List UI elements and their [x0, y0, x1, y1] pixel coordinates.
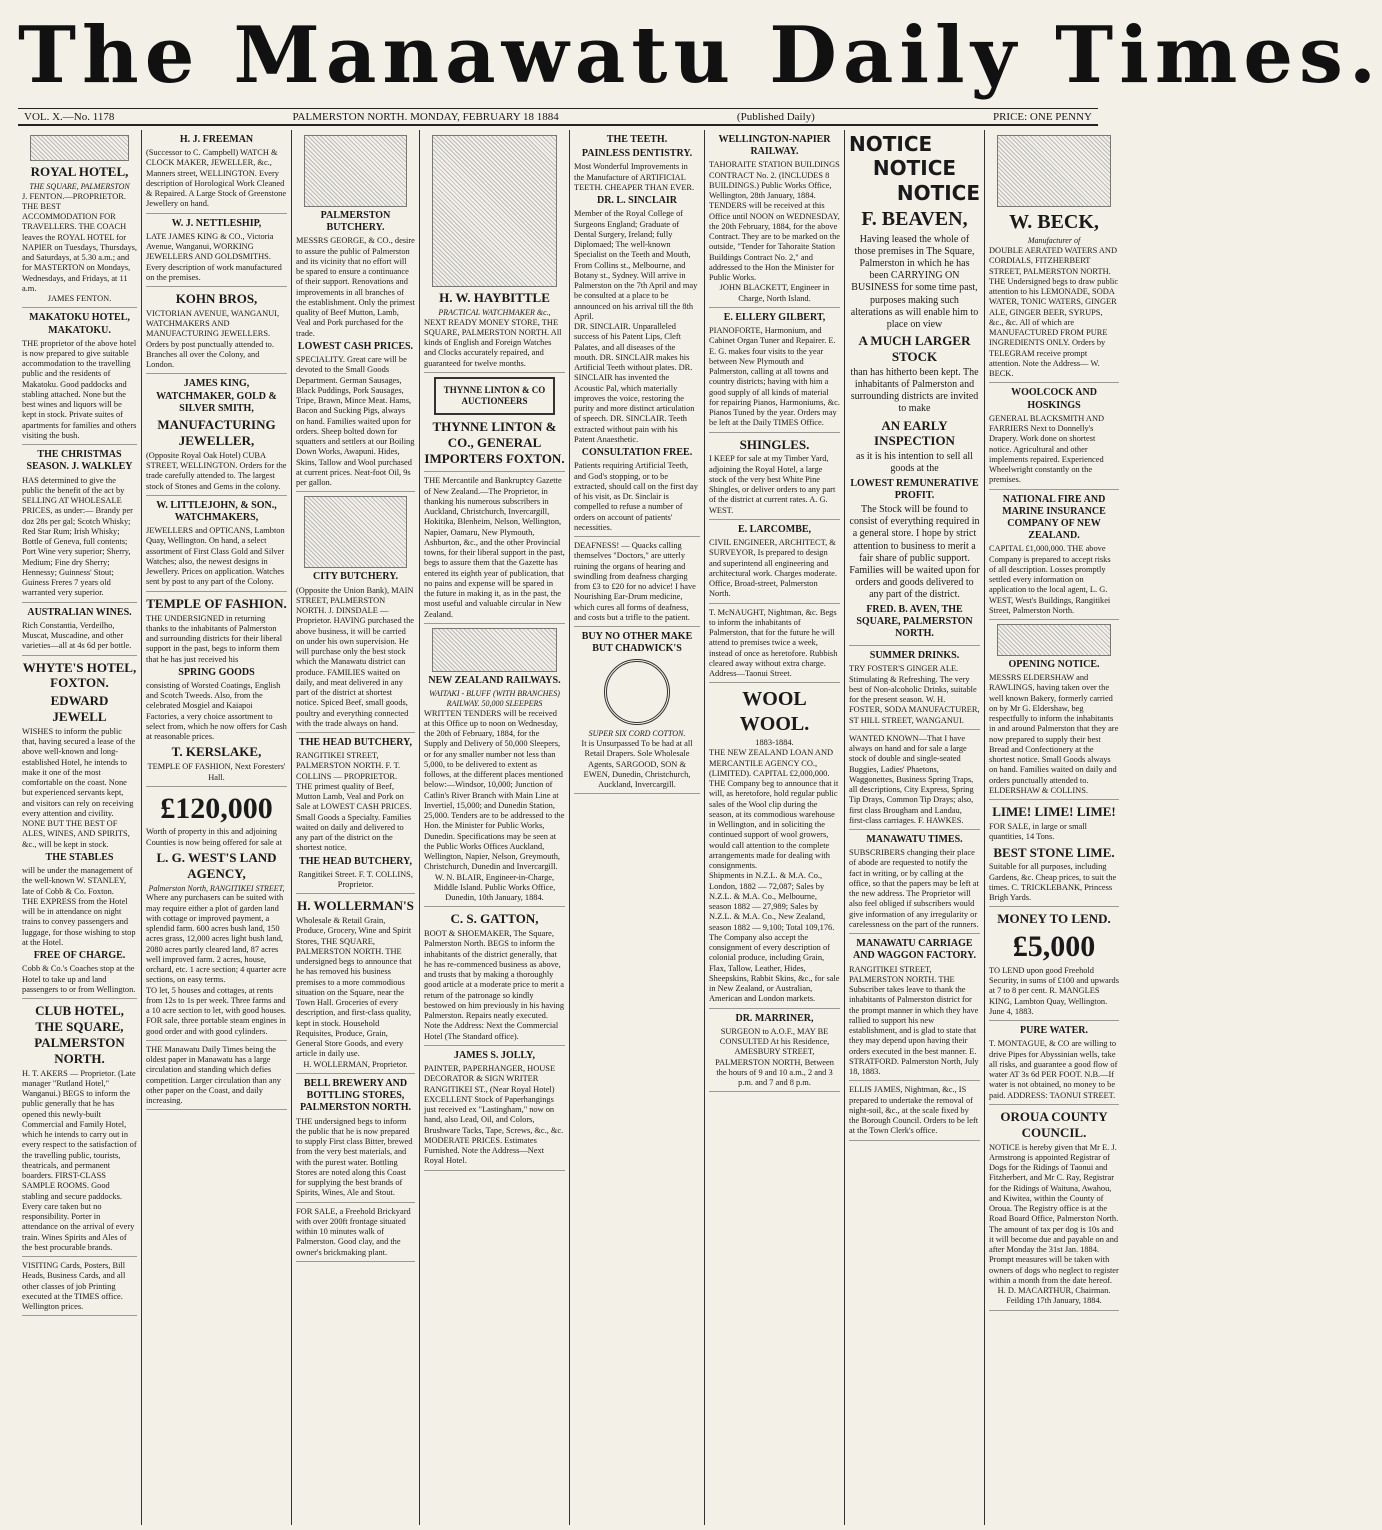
ad-club-hotel: [22, 1003, 137, 1257]
ad-heading: CITY BUTCHERY.: [312, 571, 399, 583]
ad-heading: THE HEAD BUTCHERY,: [299, 855, 412, 867]
ad-tagline: AN EARLY INSPECTION: [874, 417, 955, 449]
ad-heading: DR. L. SINCLAIR: [596, 195, 677, 207]
ad-wollerman: [296, 898, 415, 1074]
ad-heading: ROYAL HOTEL,: [30, 164, 129, 179]
ad-text: Most Wonderful Improvements in the Manufacture of ARTIFICIAL TEETH. CHEAPER THAN EVER.: [574, 162, 695, 192]
clock-illustration: [432, 135, 557, 287]
ad-walkley: [22, 449, 137, 602]
place-date: PALMERSTON NORTH. MONDAY, FEBRUARY 18 1884: [292, 110, 559, 123]
ad-text: will be under the management of the well-known W. STANLEY, late of Cobb & Co. Foxton.: [22, 866, 133, 896]
ad-heading: PALMERSTON BUTCHERY.: [320, 210, 391, 234]
ad-text: Wholesale & Retail Grain, Produce, Grocery, Wine and Spirit Stores, THE SQUARE, PALMERSTON NORTH. THE undersigned begs to announce that he has removed his business premises to a more commodious situation on the Square, near the Town Hall. Groceries of every description, and first-class quality, kept in stock. Household Requisites, Produce, Grain, General Store Goods, and every article in daily use.: [296, 916, 412, 1059]
ad-gatton: [424, 911, 565, 1046]
ad-heading: AUSTRALIAN WINES.: [27, 606, 132, 618]
ad-palmerston-butchery: [296, 135, 415, 492]
ad-heading: L. G. WEST'S LAND AGENCY,: [156, 849, 277, 881]
column-8: [985, 130, 1123, 1525]
ad-text: Having leased the whole of those premises in The Square, Palmerston in which he has been CARRYING ON BUSINESS for some time past, purposes making such alterations as will enable him to place on view: [850, 233, 979, 330]
ad-text: VICTORIAN AVENUE, WANGANUI, WATCHMAKERS AND MANUFACTURING JEWELLERS. Orders by post punctually attended to. Branches all over the Colony, and London.: [146, 308, 280, 370]
ad-proprietor: EDWARD JEWELL: [50, 693, 109, 725]
ad-larcombe: [709, 524, 840, 604]
ad-text: consisting of Worsted Coatings, English and Scotch Tweeds. Also, from the celebrated Mosgiel and Kaiapoi Factories, a very choice assortment to select from, which he now offers for Cash at reasonable prices.: [146, 680, 287, 742]
ad-wellington-napier-railway: [709, 134, 840, 308]
ad-heading: BEST STONE LIME.: [993, 844, 1115, 860]
ad-tagline: MANUFACTURING JEWELLER,: [157, 417, 276, 448]
ad-text: FOR sale, three portable steam engines in good order and with good cylinders.: [146, 1016, 286, 1036]
ad-text: THE proprietor of the above hotel is now prepared to give suitable accommodation to the travelling public and the residents of Makatoku. Good paddocks and stabling attached. None but the best wines and liquors will be kept in stock. Private suites of apartments for families and others visiting the bush.: [22, 338, 137, 440]
ad-text: SPECIALITY. Great care will be devoted to the Small Goods Department. German Sausages, Black Puddings, Pork Sausages, Tripe, Brawn, Mince Meat. Hams, Bacon and Sucking Pigs, always on hand. Families waited upon for orders. Sheep bolted down for squatters and settlers at our Boiling Down Works, Awapuni. Hides, Skins, Tallow and Wool purchased at current prices. Neat-foot Oil, 9s per gallon.: [296, 355, 415, 488]
ad-text: NONE BUT THE BEST OF ALES, WINES, AND SPIRITS, &c., will be kept in stock.: [22, 819, 130, 849]
ad-wanted-known: [849, 734, 980, 830]
ad-heading: H. J. FREEMAN: [179, 134, 254, 145]
ad-text: THE Manawatu Daily Times being the oldest paper in Manawatu has a large circulation and standing which defies competition. Larger circulation than any other paper on the Coast, and daily increasing.: [146, 1044, 281, 1106]
ad-money-to-lend: [989, 911, 1119, 1021]
columns: [18, 130, 1119, 1525]
published-note: (Published Daily): [736, 110, 815, 123]
ad-signature: T. KERSLAKE,: [171, 744, 262, 760]
ad-shingles: [709, 437, 840, 520]
ad-text: THE EXPRESS from the Hotel will be in attendance on night trains to convey passengers and luggage, for those wishing to stop at the Hotel.: [22, 896, 136, 947]
ad-heading: C. S. GATTON,: [450, 911, 539, 927]
ad-heading: WELLINGTON-NAPIER RAILWAY.: [718, 134, 831, 158]
ad-text: CIVIL ENGINEER, ARCHITECT, & SURVEYOR, Is prepared to design and superintend all engineering and architectural work. Charges moderate. Office, Broad-street, Palmerston North.: [709, 538, 837, 599]
ad-heading: THE CHRISTMAS SEASON. J. WALKLEY: [26, 449, 133, 473]
ad-ellis-james: [849, 1085, 980, 1140]
ad-text: It is Unsurpassed To be had at all Retail Drapers. Sole Wholesale Agents, SARGOOD, SON & EWEN, Dunedin, Christchurch, Auckland, Invercargill.: [581, 739, 693, 790]
ad-royal-hotel: [22, 135, 137, 308]
ad-text: ELLIS JAMES, Nightman, &c., IS prepared to undertake the removal of night-soil, &c., at the scale fixed by the Borough Council. Orders to be left at the Town Clerk's office.: [849, 1085, 979, 1136]
ad-heading: CONSULTATION FREE.: [581, 447, 693, 459]
ad-signature: JOHN BLACKETT, Engineer in Charge, North Island.: [719, 283, 830, 303]
auctioneers-stamp: THYNNE LINTON & CO AUCTIONEERS: [434, 377, 555, 415]
ad-heading: WHYTE'S HOTEL, FOXTON.: [22, 659, 137, 691]
column-6: [705, 130, 845, 1525]
ad-heading: THYNNE LINTON & CO., GENERAL IMPORTERS FOXTON.: [424, 418, 565, 466]
ad-text: TO LEND upon good Freehold Security, in sums of £100 and upwards at 7 to 8 per cent. R. MANGLES KING, Lambton Quay, Wellington. June 4, 1883.: [989, 965, 1119, 1016]
ad-heading: KOHN BROS,: [175, 291, 258, 307]
ad-heading: BUY NO OTHER MAKE BUT CHADWICK'S: [581, 631, 693, 655]
ad-text: SUBSCRIBERS changing their place of abode are requested to notify the fact in writing, or by calling at the office, so that the papers may be left at the new address. The Proprietor will also feel obliged if subscribers would give information of any irregularity or carelessness on the part of the runners.: [849, 848, 979, 929]
ad-ellery-gilbert: [709, 312, 840, 433]
ad-nz-railways: [424, 628, 565, 907]
ad-heading: THE TEETH.: [606, 134, 668, 145]
ad-text: FOR SALE, a Freehold Brickyard with over 200ft frontage situated within 10 minutes walk of Palmerston. Good clay, and the owner's brickmaking plant.: [296, 1206, 411, 1257]
ad-bell-brewery: [296, 1078, 415, 1203]
column-3: [292, 130, 420, 1525]
ad-chadwicks: [574, 631, 700, 794]
ad-amount: £5,000: [1012, 930, 1096, 964]
ad-daily-times: [146, 1045, 287, 1111]
ad-heading: NATIONAL FIRE AND MARINE INSURANCE COMPANY OF NEW ZEALAND.: [1002, 493, 1106, 542]
ad-manawatu-times: [849, 834, 980, 934]
ad-temple-of-fashion: [146, 596, 287, 787]
ad-text: TAHORAITE STATION BUILDINGS CONTRACT No. 2. (INCLUDES 8 BUILDINGS.) Public Works Office, Wellington, 28th January, 1884. TENDERS will be received at this Office until NOON on WEDNESDAY, the 20th February, 1884, for the above Contract. They are to be marked on the outside, "Tender for Tahoraite Station Buildings Contract No. 2," and addressed to the Hon the Minister for Public Works.: [709, 160, 841, 283]
ad-text: THE Mercantile and Bankruptcy Gazette of New Zealand.—The Proprietor, in thanking his numerous subscribers in Auckland, Christchurch, Invercargill, Hokitika, Blenheim, Nelson, Wellington, Napier, Oamaru, New Plymouth, Ashburton, &c., and the other Provincial towns, for their liberal support in the past, begs to assure them that the Gazette has entered its eighth year of publication, that no pains and expense will be spared in the future in making it, as in the past, the most useful and valuable circular in New Zealand.: [424, 476, 565, 619]
ad-tagline: LOWEST REMUNERATIVE PROFIT.: [850, 477, 979, 501]
ad-heading: WOOLCOCK AND HOSKINGS: [1011, 387, 1097, 411]
ad-freeman: [146, 134, 287, 214]
column-7: [845, 130, 985, 1525]
ad-heading: LIME! LIME! LIME!: [992, 804, 1116, 820]
column-4: [420, 130, 570, 1525]
ad-thynne-linton: [424, 377, 565, 473]
ad-text: The Stock will be found to consist of everything required in a general store. I hope by strict attention to business to merit a fair share of public support. Families will be waited upon for orders and goods delivered to any part of the district.: [849, 504, 980, 601]
ad-heading: W. LITTLEJOHN, & SON., WATCHMAKERS,: [156, 499, 277, 523]
ad-heading: OROUA COUNTY COUNCIL.: [1000, 1108, 1108, 1140]
ad-beck: [989, 135, 1119, 383]
ad-head-butchery: [296, 737, 415, 894]
price: PRICE: ONE PENNY: [992, 110, 1092, 123]
ad-text: GENERAL BLACKSMITH AND FARRIERS Next to Donnelly's Drapery. Work done on shortest notice. Agricultural and other implements repaired. Experienced Wheelwright constantly on the premises.: [989, 413, 1105, 485]
railway-crest-icon: [432, 628, 557, 672]
ad-text: T. MONTAGUE, & CO are willing to drive Pipes for Abyssinian wells, take all risks, and guarantee a good flow of water AT 3s 6d PER FOOT. N.B.—If water is not obtained, no money to be paid. ADDRESS: TAONUI STREET.: [989, 1039, 1118, 1100]
ad-text: DEAFNESS! — Quacks calling themselves "Doctors," are utterly ruining the organs of hearing and swindling from deafness charging from £3 to £20 for no advice! I have Nourishing Ear-Drum medicine, which cures all forms of deafness, and costs but a trifle to the patient.: [574, 541, 696, 622]
ad-text: VISITING Cards, Posters, Bill Heads, Business Cards, and all other classes of job Printing executed at the TIMES office. Wellington prices.: [22, 1261, 126, 1312]
ad-tagline: A MUCH LARGER STOCK: [858, 333, 971, 364]
ad-text: THE undersigned begs to inform the public that he is now prepared to supply First class Bitter, brewed from the very best materials, and with the purest water. Bottling Stores are noted along this Coast for supplying the best brands of Spirits, Wines, Ale and Stout.: [296, 1116, 413, 1198]
ad-text: TO let, 5 houses and cottages, at rents from 12s to 1s per week. Three farms and a 10 acre section to let, with good houses.: [146, 985, 287, 1016]
ad-heading: E. ELLERY GILBERT,: [723, 311, 826, 323]
masthead: [18, 8, 1382, 104]
ad-text: WISHES to inform the public that, having secured a lease of the above well-known and long-established Hotel, he intends to make it one of the most comfortable on the coast. None but experienced servants kept, and visitors can rely on receiving every attention and civility.: [22, 726, 136, 818]
ad-text: Suitable for all purposes, including Gardens, &c. Cheap prices, to suit the times. C. TRICKLEBANK, Princess Brigh Yards.: [989, 862, 1117, 903]
ad-text: DOUBLE AERATED WATERS AND CORDIALS, FITZHERBERT STREET, PALMERSTON NORTH. THE Undersigned begs to draw public attention to his LEMONADE, SODA WATER, TONIC WATERS, GINGER ALE, GINGER BEER, SYRUPS, &c., &c. All of which are MANUFACTURED FROM PURE INGREDIENTS ONLY. Orders by TELEGRAM receive prompt attention. Note the Address— W. BECK.: [989, 246, 1119, 379]
ad-heading: W. BECK,: [1009, 211, 1099, 233]
ad-heading: DR. MARRINER,: [735, 1012, 814, 1024]
ad-text: Member of the Royal College of Surgeons England; Graduate of Dental Surgery, Ireland; fully Diplomaed; The well-known Specialist on the Teeth and Mouth, From Collins st., Melbourne, and Botany st., Sydney. Will arrive in Palmerston on the 7th April and may be consulted at a place to be announced on his arrival till the 8th April.: [574, 209, 698, 321]
ad-woolcock-hoskings: [989, 387, 1119, 489]
coat-of-arms-icon: [997, 624, 1111, 656]
ad-brickyard: [296, 1207, 415, 1262]
machinery-illustration: [997, 135, 1111, 207]
ad-subheading: PAINLESS DENTISTRY.: [581, 148, 693, 160]
ad-free-charge: FREE OF CHARGE.: [33, 950, 126, 962]
ad-text: Patients requiring Artificial Teeth, and God's stopping, or to be extracted, should call on the first day of his visit, as Dr. Sinclair is compelled to refuse a number of orders on account of patients' necessities.: [574, 461, 698, 532]
bull-illustration: [304, 135, 407, 207]
ad-signature: FRED. B. AVEN, THE SQUARE, PALMERSTON NORTH.: [856, 603, 973, 639]
ad-heading: H. WOLLERMAN'S: [297, 898, 414, 914]
ox-illustration: [304, 496, 407, 568]
ad-heading: NEW ZEALAND RAILWAYS.: [428, 674, 561, 686]
column-2: [142, 130, 292, 1525]
ad-makatoku-hotel: [22, 312, 137, 445]
masthead-title: The Manawatu Daily Times.: [18, 10, 1382, 101]
ad-text: MESSRS GEORGE, & CO., desire to assure the public of Palmerston and its vicinity that no effort will be spared to ensure a continuance of their support. Renovations and improvements in all branches of the establishment. Only the primest quality of Beef Mutton, Lamb, Veal and Pork purchased for the trade.: [296, 236, 415, 338]
ad-text: Cobb & Co.'s Coaches stop at the Hotel to take up and land passengers to or from Wellington.: [22, 964, 136, 994]
ad-heading: OPENING NOTICE.: [1008, 659, 1100, 671]
ad-text: FOR SALE, in large or small quantities, 14 Tons.: [989, 822, 1088, 842]
ad-text: J. FENTON.—PROPRIETOR. THE BEST ACCOMMODATION FOR TRAVELLERS. THE COACH leaves the ROYAL HOTEL for NAPIER on Tuesdays, Thursdays, and Saturdays, at 5.30 a.m.; and for MASTERTON on Mondays, Wednesdays, and Fridays, at 11 a.m.: [22, 191, 138, 293]
ad-whytes-hotel: [22, 660, 137, 1000]
ad-text: than has hitherto been kept. The inhabitants of Palmerston and surrounding districts are invited to make: [850, 366, 979, 415]
ad-heading: JAMES S. JOLLY,: [454, 1049, 535, 1061]
ad-text: SURGEON to A.O.F., MAY BE CONSULTED At his Residence, AMESBURY STREET, PALMERSTON NORTH, Between the hours of 9 and 10 a.m., 2 and 3 p.m. and 7 and 8 p.m.: [715, 1026, 834, 1088]
ad-text: (Opposite the Union Bank), MAIN STREET, PALMERSTON NORTH. J. DINSDALE — Proprietor. HAVING purchased the above business, it will be carried on under his own supervision. He will purchase only the best stock which the Manawatu district can produce. FAMILIES waited on daily, and meat delivered in any part of the district at shortest notice. Spiced Beef, small goods, poultry and everything connected with the trade always on hand.: [296, 585, 414, 728]
ad-text: THE NEW ZEALAND LOAN AND MERCANTILE AGENCY CO., (LIMITED). CAPITAL £2,000,000. THE Company beg to announce that it will, as heretofore, hold regular public sales of the Wool clip during the season, at its commodious warehouse in Wellington, and in soliciting the continued support of wool growers, would call attention to the complete arrangements made for dealing with consignments.: [709, 748, 839, 871]
ad-kohn-bros: [146, 291, 287, 374]
ad-jolly: [424, 1050, 565, 1171]
ad-text: PIANOFORTE, Harmonium, and Cabinet Organ Tuner and Repairer. E. E. G. makes four visits to the year between New Plymouth and Palmerston, calling at all towns and country districts; having with him a good supply of all kinds of material for repairing Pianos, Harmoniums, &c. Pianos Tuned by the year. Orders may be left at the Daily TIMES Office.: [709, 326, 840, 428]
ad-heading: SUMMER DRINKS.: [869, 650, 960, 662]
ad-mercantile-gazette: [424, 476, 565, 624]
ad-text: H. T. AKERS — Proprietor. (Late manager "Rutland Hotel," Wanganui.) BEGS to inform the public generally that he has opened this newly-built Commercial and Family Hotel, which he intends to carry out in every respect to the satisfaction of the travelling public, tourists, theatricals, and permanent boarders. FIRST-CLASS SAMPLE ROOMS. Good stabling and secure paddocks. Every care taken but no responsibility. Porter in attendance on the arrival of every train. Wines Spirits and Ales of the best procurable brands.: [22, 1068, 137, 1252]
ad-text: I KEEP for sale at my Timber Yard, adjoining the Royal Hotel, a large stock of the very best White Pine Shingles, or deliver orders to any part of the district at current rates. A. G. WEST.: [709, 454, 836, 515]
column-1: [18, 130, 142, 1525]
notice-heading: NOTICE: [896, 180, 980, 205]
ad-carriage-factory: [849, 938, 980, 1081]
notice-heading: NOTICE: [872, 156, 957, 181]
ad-heading: THE HEAD BUTCHERY,: [299, 737, 412, 748]
ad-deafness: [574, 541, 700, 627]
ad-heading: PURE WATER.: [1020, 1025, 1088, 1037]
ad-dentistry: [574, 134, 700, 537]
ad-land-agency: [146, 791, 287, 1041]
ad-text: Rangitikei Street. F. T. COLLINS, Proprietor.: [298, 869, 413, 890]
ad-text: WANTED KNOWN—That I have always on hand and for sale a large stock of double and single-seated Buggies, Ladies' Phaetons, Waggonettes, Business Spring Traps, all descriptions, City Express, Spring Tip Drays, Common Tip Drays; also, first class Brougham and Landau, first-class carriages. F. HAWKES.: [849, 733, 974, 825]
ad-opening-notice: [989, 624, 1119, 800]
ad-amount: £120,000: [160, 791, 273, 825]
ad-wool: [709, 687, 840, 1008]
ad-heading: THE STABLES: [45, 851, 114, 863]
ad-subheading: SUPER SIX CORD COTTON.: [588, 729, 686, 739]
ad-text: Rich Constantia, Verdeilho, Muscat, Muscadine, and other varieties—all at 4s 6d per bottle.: [22, 620, 132, 651]
ad-text: DR. SINCLAIR. Unparalleled success of his Patent Lips, Cleft Palates, and all diseases of the mouth. DR. SINCLAIR makes his Artificial Teeth without plates. DR. SINCLAIR has invented the Acoustic Pal, which materially improves the voice, restoring the purity and more distinct articulation of speech. DR. SINCLAIR. Teeth extracted without pain with his Patent Anaesthetic.: [574, 322, 695, 444]
ad-heading: F. BEAVEN,: [861, 208, 968, 231]
cotton-reel-seal: [604, 659, 670, 725]
ad-text: HAS determined to give the public the benefit of the act by SELLING AT WHOLESALE PRICES, as under:— Brandy per doz 28s per gal; Scotch Whisky; Red Star Rum; Irish Whisky; Bottle of Geneva, full contents; Port Wine very superior; Sherry, Medium; Fine dry Sherry; Hennessy; Guinness' Stout; Guiness Freres 7 years old warranted very superior.: [22, 475, 133, 598]
ad-pure-water: [989, 1025, 1119, 1105]
ad-subheading: PRACTICAL WATCHMAKER &c.,: [438, 307, 551, 317]
notice-heading: NOTICE: [849, 132, 933, 156]
ad-job-printing: [22, 1261, 137, 1316]
ad-text: Where any purchasers can be suited with may require either a plot of garden land with cottage or improved payment, a splendid farm. 600 acres bush land, 150 acres grass, 12,000 acres light bush land, 2080 acres partly cleared land, 87 acres well improved farm. 2 acres, house, orchard, etc. 1 acre section; 4 quarter acre sections, on easy terms.: [146, 893, 287, 985]
ad-james-king: [146, 378, 287, 495]
ad-signature: H. WOLLERMAN, Proprietor.: [303, 1059, 408, 1069]
ad-tagline: SPRING GOODS: [178, 666, 255, 678]
ad-text: THE UNDERSIGNED in returning thanks to the inhabitants of Palmerston and surrounding districts for their liberal support in the past, begs to inform them that he has just received his: [146, 613, 283, 664]
ad-text: TEMPLE OF FASHION, Next Foresters' Hall.: [147, 762, 286, 782]
ad-text: The Company also accept the consignment of every description of colonial produce, including Grain, Flax, Tallow, Leather, Hides, Sheepskins, Rabbit Skins, &c., for sale in New Zealand, or Australian, American and London markets.: [709, 932, 840, 1004]
ad-subheading: 1883-1884.: [755, 738, 794, 748]
ad-heading: MONEY TO LEND.: [997, 911, 1111, 927]
ad-heading: MAKATOKU HOTEL, MAKATOKU.: [29, 312, 130, 336]
ad-text: LATE JAMES KING & CO., Victoria Avenue, Wanganui, WORKING JEWELLERS AND GOLDSMITHS. Every description of work manufactured on the premises.: [146, 231, 282, 282]
ad-heading: E. LARCOMBE,: [737, 523, 812, 535]
ad-subheading: Manufacturer of: [1027, 236, 1081, 246]
ad-mcnaught: [709, 608, 840, 684]
ad-subheading: WAITAKI - BLUFF (WITH BRANCHES) RAILWAY. 50,000 SLEEPERS: [429, 689, 560, 708]
ad-text: JEWELLERS and OPTICANS, Lambton Quay, Wellington. On hand, a select assortment of First Class Gold and Silver Watches; also, the newest designs in Jewellery. Prices on application. Watches sent by post to any part of the Colony.: [146, 526, 285, 587]
dateline: [18, 108, 1098, 126]
column-5: [570, 130, 705, 1525]
ad-text: CAPITAL £1,000,000. THE above Company is prepared to accept risks of all description. Losses promptly settled every information on application to the local agent, L. G. WEST, West's Buildings, Rangitikei Street, Palmerston North.: [989, 544, 1111, 615]
ad-summer-drinks: [849, 650, 980, 730]
ad-heading: BELL BREWERY AND BOTTLING STORES, PALMERSTON NORTH.: [300, 1077, 411, 1114]
ad-haybittle: [424, 135, 565, 373]
ad-national-insurance: [989, 494, 1119, 621]
ad-text: RANGITIKEI STREET, PALMERSTON NORTH. F. T. COLLINS — PROPRIETOR. THE primest quality of Beef, Mutton Lamb, Veal and Pork on Sale at LOWEST CASH PRICES. Small Goods a Specialty. Families waited on daily and delivered to any part of the district on the shortest notice.: [296, 751, 412, 853]
ad-nettleship: [146, 218, 287, 287]
ad-oroua-council: [989, 1109, 1119, 1311]
ad-heading: SHINGLES.: [739, 436, 810, 452]
ad-text: PAINTER, PAPERHANGER, HOUSE DECORATOR & SIGN WRITER RANGITIKEI ST., (Near Royal Hotel) EXCELLENT Stock of Paperhangings just received ex "Lastingham," now on hand, also Lead, Oil, and Colors, Brushware Tacks, Tape, Screws, &c., &c. MODERATE PRICES. Estimates Furnished. Note the Address—Next Royal Hotel.: [424, 1064, 564, 1166]
ad-city-butchery: [296, 496, 415, 733]
ad-text: (Opposite Royal Oak Hotel) CUBA STREET, WELLINGTON. Orders for the trade carefully attended to. The largest stock of Stones and Gems in the colony.: [146, 450, 287, 491]
ad-beaven: [849, 132, 980, 646]
ad-australian-wines: [22, 607, 137, 656]
ad-heading: TEMPLE OF FASHION.: [146, 595, 287, 611]
ad-text: NOTICE is hereby given that Mr E. J. Armstrong is appointed Registrar of Dogs for the Ridings of Taonui and Fitzherbert, and Mr C. Ray, Registrar for the Ridings of Waituna, Awahou, and Kiwitea, within the County of Oroua. The Registry office is at the Road Board Office, Palmerston North. The amount of tax per dog is 10s and it will become due and payable on and after Monday the 31st Jan. 1884. Prompt measures will be taken with owners of dogs who neglect to register within a month from the date hereof.: [989, 1142, 1119, 1285]
ad-text: as it is his intention to sell all goods at the: [856, 451, 973, 475]
ad-text: NEXT READY MONEY STORE, THE SQUARE, PALMERSTON NORTH. All kinds of English and Foreign Watches and Clocks accurately repaired, and guaranteed for twelve months.: [424, 317, 562, 368]
ad-heading: JAMES KING, WATCHMAKER, GOLD & SILVER SMITH,: [156, 378, 277, 414]
ad-text: BOOT & SHOEMAKER, The Square, Palmerston North. BEGS to inform the inhabitants of the district generally, that he has re-commenced business as above, and trusts that by making a thoroughly good article at a moderate price to merit a return of the patronage so kindly bestowed on him previously in his having Palmerston. Repairs neatly executed. Note the Address: Next the Commercial Hotel (The Standard office).: [424, 929, 565, 1041]
ad-marriner: [709, 1013, 840, 1093]
ad-subheading: Palmerston North, RANGITIKEI STREET,: [148, 883, 285, 893]
ad-heading: LOWEST CASH PRICES.: [297, 340, 414, 352]
ad-text: T. McNAUGHT, Nightman, &c. Begs to inform the inhabitants of Palmerston, that for the future he will attend to premises twice a week, instead of once as heretofore. Rubbish cleared away without extra charge. Address—Taonui Street.: [709, 607, 838, 679]
ad-text: TRY FOSTER'S GINGER ALE. Stimulating & Refreshing. The very best of Non-alcoholic Drinks, suitable for the present season. W. H. FOSTER, SODA MANUFACTURER, ST HILL STREET, WANGANUI.: [849, 664, 980, 725]
coat-of-arms-icon: [30, 135, 129, 161]
ad-heading: W. J. NETTLESHIP,: [171, 217, 262, 229]
ad-heading: H. W. HAYBITTLE: [439, 290, 550, 305]
ad-heading: CLUB HOTEL, THE SQUARE, PALMERSTON NORTH.: [34, 1003, 125, 1066]
ad-text: Shipments in N.Z.L. & M.A. Co., London, 1882 — 72,087; Sales by N.Z.L. & M.A. Co., Melbourne, season 1882 — 27,989; Sales by N.Z.L. & M.A. Co., New Zealand, season 1882 — 9,100; Total 109,176.: [709, 871, 835, 932]
ad-littlejohn: [146, 500, 287, 592]
ad-signature: H. D. MACARTHUR, Chairman. Feilding 17th January, 1884.: [997, 1286, 1111, 1306]
ad-heading: MANAWATU TIMES.: [866, 834, 963, 845]
ad-signature: W. N. BLAIR, Engineer-in-Charge, Middle Island. Public Works Office, Dunedin, 10th January, 1884.: [433, 872, 556, 903]
ad-text: (Successor to C. Campbell) WATCH & CLOCK MAKER, JEWELLER, &c., Manners street, WELLINGTON. Every description of Horological Work Cleaned & Repaired. A Large Stock of Greenstone Jewellery on hand.: [146, 148, 287, 209]
ad-text: RANGITIKEI STREET, PALMERSTON NORTH. THE Subscriber takes leave to thank the inhabitants of Palmerston district for the prompt manner in which they have rallied to support his new establishment, and is glad to state that they may depend upon having their orders executed in the best manner. E. STRATFORD. Palmerston North, July 18, 1883.: [849, 964, 979, 1077]
volume-number: VOL. X.—No. 1178: [24, 110, 115, 123]
ad-heading: WOOL WOOL.: [739, 688, 810, 735]
ad-signature: JAMES FENTON.: [47, 294, 112, 304]
ad-heading: MANAWATU CARRIAGE AND WAGGON FACTORY.: [853, 938, 976, 962]
ad-text: Worth of property in this and adjoining Counties is now being offered for sale at: [146, 827, 282, 847]
ad-lime: [989, 804, 1119, 907]
ad-subheading: THE SQUARE, PALMERSTON: [29, 181, 130, 191]
ad-text: MESSRS ELDERSHAW and RAWLINGS, having taken over the well known Bakery, formerly carried on by Mr G. Eldershaw, beg respectfully to inform the inhabitants in and around Palmerston that they are now prepared to supply their best Bread and Confectionery at the shortest notice. Small Goods always on hand. Families waited on daily and orders punctually attended to. ELDERSHAW & COLLINS.: [989, 673, 1119, 795]
ad-text: WRITTEN TENDERS will be received at this Office up to noon on Wednesday, the 20th of February, 1884, for the Supply and Delivery of 50,000 Sleepers, or for any smaller number not less than 5,000, to be delivered to extent as follows, at the different places mentioned below:—Windsor, 10,000; Junction of Catlin's River Branch with Main Line at Invertiel, 15,000; and Dunedin Station, 25,000. Tenders are to be addressed to the Hon. the Minister for Public Works, Dunedin. Specifications may be seen at the Public Works Offices Auckland, Wellington, Napier, Nelson, Greymouth, Christchurch, Dunedin and Invercargill.: [424, 708, 565, 872]
